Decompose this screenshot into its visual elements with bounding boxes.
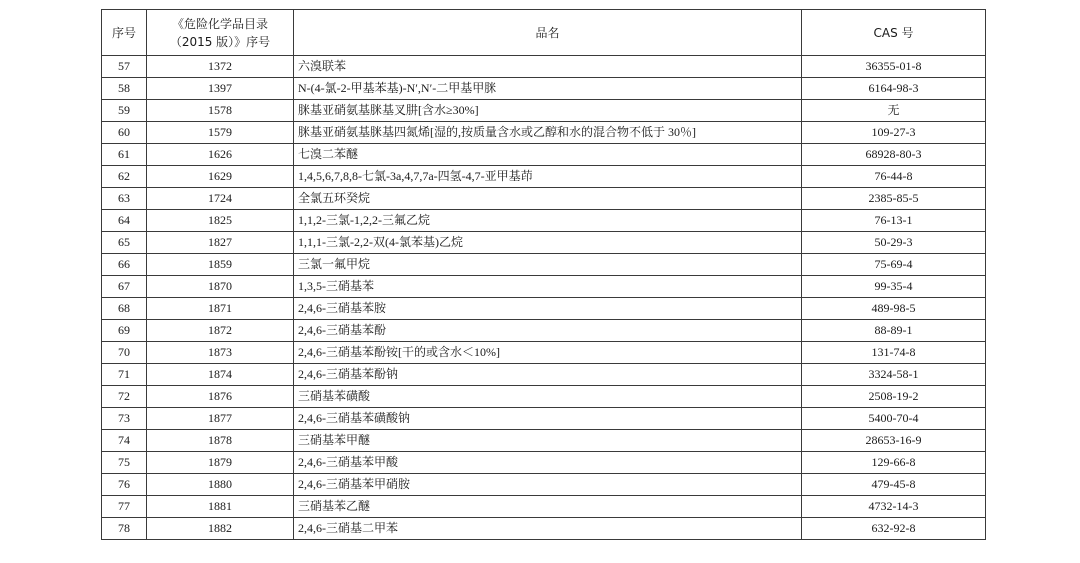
table-row [102, 56, 986, 78]
cell-cas-number: 5400-70-4 [802, 408, 986, 430]
table-row [102, 430, 986, 452]
cell-cas-number: 76-44-8 [802, 166, 986, 188]
cell-cas-number: 2508-19-2 [802, 386, 986, 408]
cell-cas-number: 99-35-4 [802, 276, 986, 298]
table-body [102, 56, 986, 540]
header-cas: CAS 号 [802, 10, 986, 56]
cell-chemical-name: 2,4,6-三硝基苯胺 [294, 298, 802, 320]
table-header [102, 10, 986, 56]
cell-seq: 74 [102, 430, 147, 452]
header-seq: 序号 [102, 10, 147, 56]
cell-catalog-number: 1879 [147, 452, 294, 474]
cell-catalog-number: 1877 [147, 408, 294, 430]
table-row [102, 166, 986, 188]
cell-catalog-number: 1629 [147, 166, 294, 188]
hazardous-chemicals-table [101, 9, 986, 540]
cell-seq: 66 [102, 254, 147, 276]
table-row [102, 276, 986, 298]
cell-seq: 67 [102, 276, 147, 298]
cell-cas-number: 75-69-4 [802, 254, 986, 276]
table-row [102, 100, 986, 122]
table-row [102, 342, 986, 364]
cell-catalog-number: 1825 [147, 210, 294, 232]
cell-cas-number: 50-29-3 [802, 232, 986, 254]
cell-seq: 59 [102, 100, 147, 122]
cell-catalog-number: 1859 [147, 254, 294, 276]
cell-chemical-name: 2,4,6-三硝基苯磺酸钠 [294, 408, 802, 430]
cell-seq: 70 [102, 342, 147, 364]
cell-catalog-number: 1870 [147, 276, 294, 298]
header-catalog-line2: （2015 版）》序号 [169, 34, 271, 49]
cell-cas-number: 489-98-5 [802, 298, 986, 320]
header-catalog-line1: 《危险化学品目录 [171, 16, 268, 31]
cell-catalog-number: 1578 [147, 100, 294, 122]
cell-chemical-name: 三硝基苯磺酸 [294, 386, 802, 408]
cell-cas-number: 2385-85-5 [802, 188, 986, 210]
cell-cas-number: 无 [802, 100, 986, 122]
header-row [102, 10, 986, 56]
cell-chemical-name: 1,1,1-三氯-2,2-双(4-氯苯基)乙烷 [294, 232, 802, 254]
cell-seq: 61 [102, 144, 147, 166]
cell-seq: 65 [102, 232, 147, 254]
cell-seq: 64 [102, 210, 147, 232]
cell-catalog-number: 1878 [147, 430, 294, 452]
cell-cas-number: 36355-01-8 [802, 56, 986, 78]
cell-seq: 76 [102, 474, 147, 496]
cell-seq: 77 [102, 496, 147, 518]
table-row [102, 122, 986, 144]
table-row [102, 320, 986, 342]
cell-catalog-number: 1626 [147, 144, 294, 166]
cell-catalog-number: 1397 [147, 78, 294, 100]
cell-cas-number: 131-74-8 [802, 342, 986, 364]
table-row [102, 188, 986, 210]
cell-cas-number: 76-13-1 [802, 210, 986, 232]
cell-cas-number: 68928-80-3 [802, 144, 986, 166]
table-row [102, 254, 986, 276]
cell-chemical-name: 脒基亚硝氨基脒基叉肼[含水≥30%] [294, 100, 802, 122]
cell-chemical-name: 六溴联苯 [294, 56, 802, 78]
cell-chemical-name: 全氯五环癸烷 [294, 188, 802, 210]
cell-catalog-number: 1871 [147, 298, 294, 320]
cell-cas-number: 6164-98-3 [802, 78, 986, 100]
cell-chemical-name: 三硝基苯甲醚 [294, 430, 802, 452]
cell-chemical-name: 2,4,6-三硝基苯甲硝胺 [294, 474, 802, 496]
cell-chemical-name: 2,4,6-三硝基苯酚钠 [294, 364, 802, 386]
cell-seq: 75 [102, 452, 147, 474]
cell-cas-number: 109-27-3 [802, 122, 986, 144]
cell-cas-number: 4732-14-3 [802, 496, 986, 518]
table-row [102, 474, 986, 496]
cell-seq: 71 [102, 364, 147, 386]
cell-catalog-number: 1827 [147, 232, 294, 254]
table-row [102, 408, 986, 430]
table-row [102, 496, 986, 518]
table-row [102, 452, 986, 474]
cell-catalog-number: 1724 [147, 188, 294, 210]
cell-catalog-number: 1874 [147, 364, 294, 386]
cell-catalog-number: 1882 [147, 518, 294, 540]
cell-chemical-name: 七溴二苯醚 [294, 144, 802, 166]
cell-catalog-number: 1372 [147, 56, 294, 78]
cell-seq: 63 [102, 188, 147, 210]
table-row [102, 298, 986, 320]
cell-chemical-name: 1,1,2-三氯-1,2,2-三氟乙烷 [294, 210, 802, 232]
cell-seq: 73 [102, 408, 147, 430]
cell-seq: 57 [102, 56, 147, 78]
cell-seq: 58 [102, 78, 147, 100]
table-row [102, 144, 986, 166]
cell-catalog-number: 1876 [147, 386, 294, 408]
table-row [102, 386, 986, 408]
cell-cas-number: 88-89-1 [802, 320, 986, 342]
cell-chemical-name: 2,4,6-三硝基苯酚铵[干的或含水＜10%] [294, 342, 802, 364]
cell-chemical-name: 三氯一氟甲烷 [294, 254, 802, 276]
cell-cas-number: 479-45-8 [802, 474, 986, 496]
cell-seq: 78 [102, 518, 147, 540]
cell-chemical-name: 2,4,6-三硝基苯酚 [294, 320, 802, 342]
cell-seq: 72 [102, 386, 147, 408]
cell-cas-number: 129-66-8 [802, 452, 986, 474]
table-row [102, 210, 986, 232]
cell-chemical-name: N-(4-氯-2-甲基苯基)-N′,N′-二甲基甲脒 [294, 78, 802, 100]
cell-seq: 68 [102, 298, 147, 320]
table-row [102, 78, 986, 100]
cell-seq: 69 [102, 320, 147, 342]
cell-catalog-number: 1880 [147, 474, 294, 496]
cell-cas-number: 28653-16-9 [802, 430, 986, 452]
cell-seq: 60 [102, 122, 147, 144]
cell-cas-number: 3324-58-1 [802, 364, 986, 386]
cell-chemical-name: 1,4,5,6,7,8,8-七氯-3a,4,7,7a-四氢-4,7-亚甲基茚 [294, 166, 802, 188]
cell-seq: 62 [102, 166, 147, 188]
cell-catalog-number: 1872 [147, 320, 294, 342]
cell-chemical-name: 2,4,6-三硝基二甲苯 [294, 518, 802, 540]
table-row [102, 518, 986, 540]
cell-catalog-number: 1873 [147, 342, 294, 364]
cell-chemical-name: 2,4,6-三硝基苯甲酸 [294, 452, 802, 474]
header-name: 品名 [294, 10, 802, 56]
header-catalog-number [147, 10, 294, 56]
cell-chemical-name: 三硝基苯乙醚 [294, 496, 802, 518]
cell-catalog-number: 1579 [147, 122, 294, 144]
cell-catalog-number: 1881 [147, 496, 294, 518]
cell-cas-number: 632-92-8 [802, 518, 986, 540]
cell-chemical-name: 1,3,5-三硝基苯 [294, 276, 802, 298]
table-row [102, 364, 986, 386]
cell-chemical-name: 脒基亚硝氨基脒基四氮烯[湿的,按质量含水或乙醇和水的混合物不低于 30％] [294, 122, 802, 144]
table-row [102, 232, 986, 254]
